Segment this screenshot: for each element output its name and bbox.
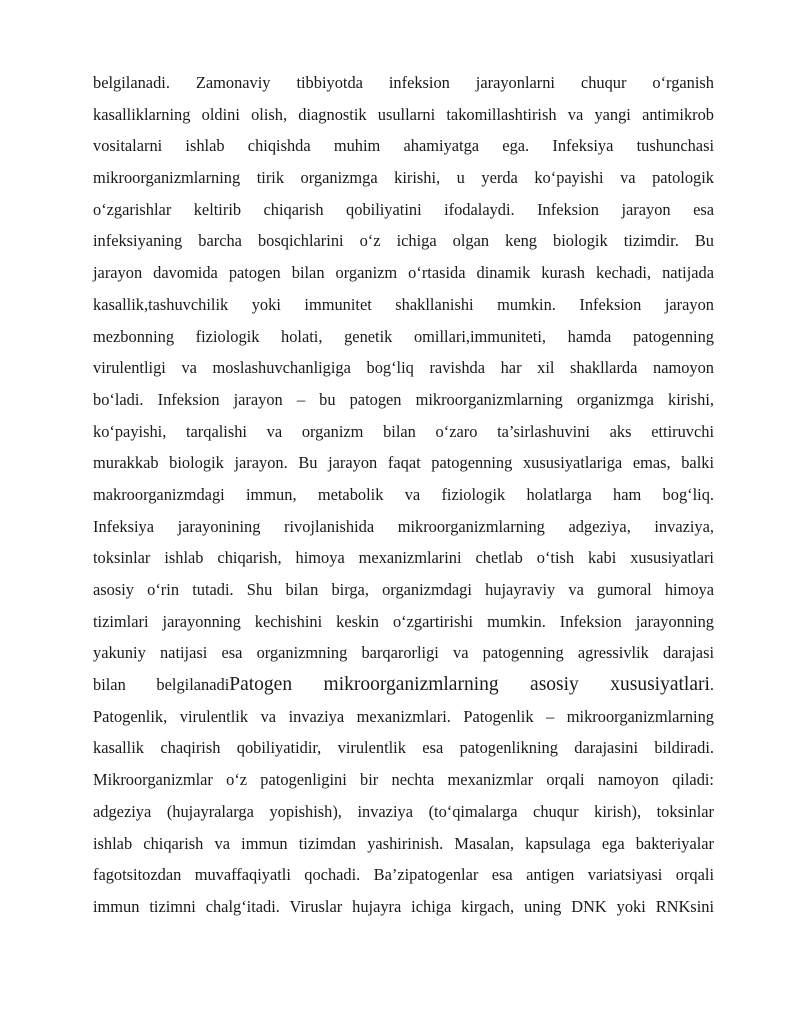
text-line: ko‘payishi, tarqalishi va organizm bilan o‘zaro ta’sirlashuvini aks ettiruvchi [93, 421, 714, 441]
text-line: toksinlar ishlab chiqarish, himoya mexanizmlarini chetlab o‘tish kabi xususiyatlari [93, 548, 714, 568]
text-line: fagotsitozdan muvaffaqiyatli qochadi. Ba’zipatogenlar esa antigen variatsiyasi orqali [93, 865, 714, 885]
text-line: asosiy o‘rin tutadi. Shu bilan birga, organizmdagi hujayraviy va gumoral himoya [93, 580, 714, 599]
text-line: kasallik,tashuvchilik yoki immunitet shakllanishi mumkin. Infeksion jarayon [93, 294, 714, 314]
text-line: vositalarni ishlab chiqishda muhim ahamiyatga ega. Infeksiya tushunchasi [93, 136, 714, 156]
text-line: belgilanadi. Zamonaviy tibbiyotda infeksion jarayonlarni chuqur o‘rganish [93, 73, 714, 92]
text-line: o‘zgarishlar keltirib chiqarish qobiliyatini ifodalaydi. Infeksion jarayon esa [93, 199, 714, 219]
text-line: mezbonning fiziologik holati, genetik omillari,immuniteti, hamda patogenning [93, 326, 714, 346]
text-line: kasalliklarning oldini olish, diagnostik usullarni takomillashtirish va yangi antimikrob [93, 104, 714, 124]
text-line: yakuniy natijasi esa organizmning barqarorligi va patogenning agressivlik darajasi [93, 643, 714, 663]
text-line: Infeksiya jarayonining rivojlanishida mikroorganizmlarning adgeziya, invaziya, [93, 516, 714, 536]
text-line: adgeziya (hujayralarga yopishish), invaziya (to‘qimalarga chuqur kirish), toksinlar [93, 801, 714, 821]
text-line: murakkab biologik jarayon. Bu jarayon faqat patogenning xususiyatlariga emas, balki [93, 453, 714, 473]
text-line: virulentligi va moslashuvchanligiga bog‘liq ravishda har xil shakllarda namoyon [93, 358, 714, 378]
text-line: makroorganizmdagi immun, metabolik va fiziologik holatlarga ham bog‘liq. [93, 484, 714, 504]
text-line: tizimlari jarayonning kechishini keskin o‘zgartirishi mumkin. Infeksion jarayonning [93, 611, 714, 631]
text-line: infeksiyaning barcha bosqichlarini o‘z ichiga olgan keng biologik tizimdir. Bu [93, 231, 714, 251]
document-body [93, 67, 714, 923]
text-line: immun tizimni chalg‘itadi. Viruslar hujayra ichiga kirgach, uning DNK yoki RNKsini [93, 896, 714, 916]
mixed-line-tail: . [709, 675, 715, 695]
section-heading-text: Patogen mikroorganizmlarning asosiy xususiyatlari [229, 674, 710, 696]
text-line: ishlab chiqarish va immun tizimdan yashirinish. Masalan, kapsulaga ega bakteriyalar [93, 833, 714, 853]
text-line: Mikroorganizmlar o‘z patogenligini bir nechta mexanizmlar orqali namoyon qiladi: [93, 770, 714, 790]
text-line: Patogenlik, virulentlik va invaziya mexanizmlari. Patogenlik – mikroorganizmlarning [93, 706, 714, 726]
text-line: jarayon davomida patogen bilan organizm o‘rtasida dinamik kurash kechadi, natijada [93, 263, 714, 283]
text-line: kasallik chaqirish qobiliyatidir, virulentlik esa patogenlikning darajasini bildiradi. [93, 738, 714, 758]
mixed-size-line [93, 669, 714, 701]
mixed-line-small-text: bilan belgilanadi [93, 675, 230, 695]
text-line: mikroorganizmlarning tirik organizmga kirishi, u yerda ko‘payishi va patologik [93, 168, 714, 188]
text-line: bo‘ladi. Infeksion jarayon – bu patogen mikroorganizmlarning organizmga kirishi, [93, 389, 714, 409]
